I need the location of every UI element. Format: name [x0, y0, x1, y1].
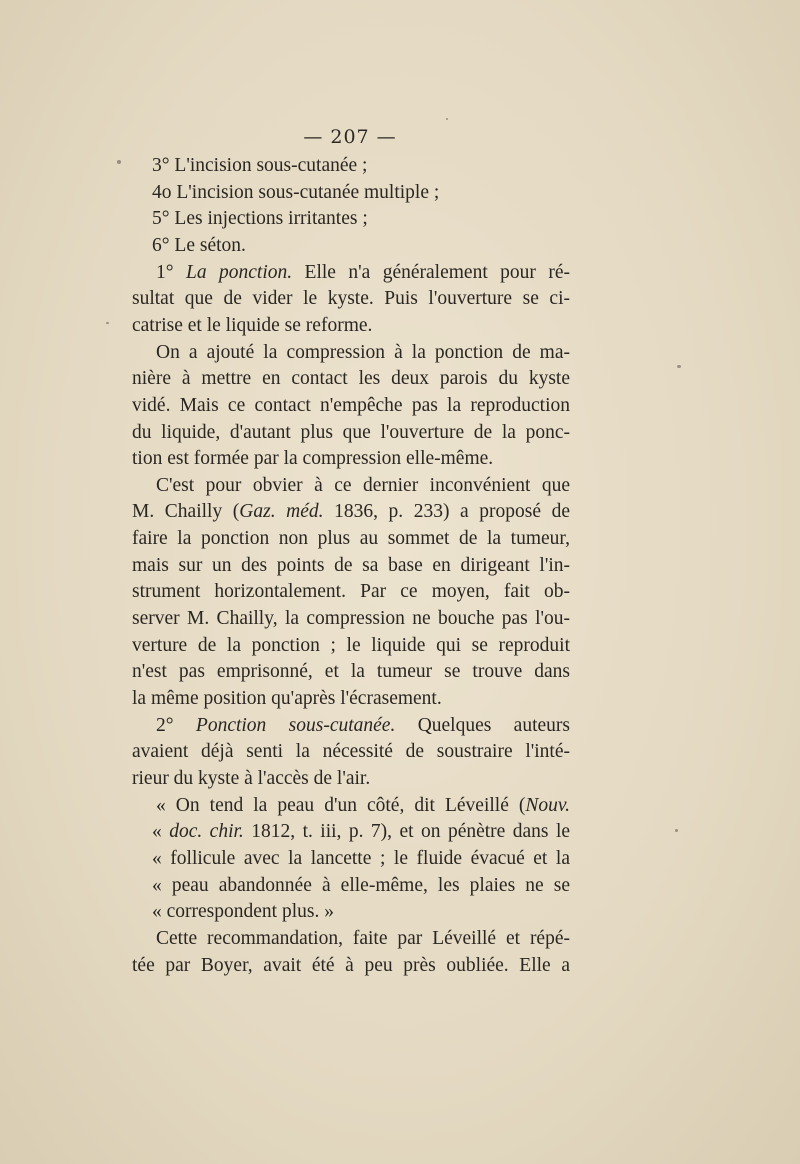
- text-line: [132, 712, 570, 739]
- text-line: « peau abandonnée à elle-même, les plaies ne se: [152, 874, 570, 896]
- text-line: verture de la ponction ; le liquide qui se reproduit: [132, 634, 570, 656]
- italic-text: La ponction.: [185, 261, 293, 283]
- text-line: catrise et le liquide se reforme.: [132, 314, 373, 336]
- text-run: 1836, p. 233) a proposé de: [323, 501, 570, 523]
- text-line: « follicule avec la lancette ; le fluide évacué et la: [152, 847, 570, 869]
- text-line: [132, 259, 570, 286]
- text-run: «: [152, 821, 170, 843]
- text-line: sultat que de vider le kyste. Puis l'ouverture se ci-: [132, 288, 570, 310]
- text-run: « On tend la peau d'un côté, dit Léveillé (: [156, 794, 526, 816]
- paper-speck: [675, 829, 678, 832]
- text-line: On a ajouté la compression à la ponction de ma-: [156, 341, 570, 363]
- paper-speck: [677, 365, 681, 368]
- text-line: du liquide, d'autant plus que l'ouverture de la ponc-: [132, 421, 570, 443]
- italic-text: Nouv.: [525, 794, 570, 816]
- text-line: « correspondent plus. »: [152, 901, 334, 923]
- text-line: faire la ponction non plus au sommet de la tumeur,: [132, 528, 570, 550]
- page-number: — 207 —: [303, 126, 397, 148]
- text-line: 6° Le séton.: [152, 234, 246, 256]
- text-run: Elle n'a généralement pour ré-: [292, 261, 570, 283]
- text-line: tion est formée par la compression elle-même.: [132, 448, 494, 470]
- text-run: M. Chailly (: [132, 501, 240, 523]
- text-line: la même position qu'après l'écrasement.: [132, 688, 442, 709]
- text-line: 3° L'incision sous-cutanée ;: [152, 155, 368, 176]
- text-line: server M. Chailly, la compression ne bouche pas l'ou-: [132, 608, 570, 630]
- text-line: vidé. Mais ce contact n'empêche pas la reproduction: [132, 394, 570, 416]
- text-line: 4o L'incision sous-cutanée multiple ;: [152, 181, 440, 203]
- text-line: rieur du kyste à l'accès de l'air.: [132, 767, 371, 789]
- italic-text: doc. chir.: [169, 821, 244, 843]
- paper-speck: [106, 322, 109, 324]
- italic-text: Ponction sous-cutanée.: [195, 714, 396, 736]
- text-run: 1812, t. iii, p. 7), et on pénètre dans le: [243, 821, 571, 843]
- text-run: 2°: [156, 714, 196, 736]
- text-line: [132, 818, 570, 845]
- paper-speck: [117, 160, 121, 164]
- italic-text: Gaz. méd.: [239, 501, 324, 523]
- text-line: nière à mettre en contact les deux parois du kyste: [132, 368, 570, 390]
- text-run: 1°: [156, 261, 186, 283]
- text-line: avaient déjà senti la nécessité de soustraire l'inté-: [132, 741, 570, 763]
- text-line: Cette recommandation, faite par Léveillé et répé-: [156, 927, 570, 949]
- text-line: C'est pour obvier à ce dernier inconvénient que: [156, 474, 570, 496]
- text-line: tée par Boyer, avait été à peu près oubliée. Elle a: [132, 954, 570, 976]
- text-line: 5° Les injections irritantes ;: [152, 208, 368, 230]
- text-line: mais sur un des points de sa base en dirigeant l'in-: [132, 554, 570, 576]
- text-run: Quelques auteurs: [395, 714, 570, 736]
- paper-speck: [446, 118, 448, 120]
- text-line: [132, 792, 570, 819]
- text-line: [132, 498, 570, 525]
- text-line: n'est pas emprisonné, et la tumeur se trouve dans: [132, 661, 570, 683]
- text-line: strument horizontalement. Par ce moyen, fait ob-: [132, 581, 570, 603]
